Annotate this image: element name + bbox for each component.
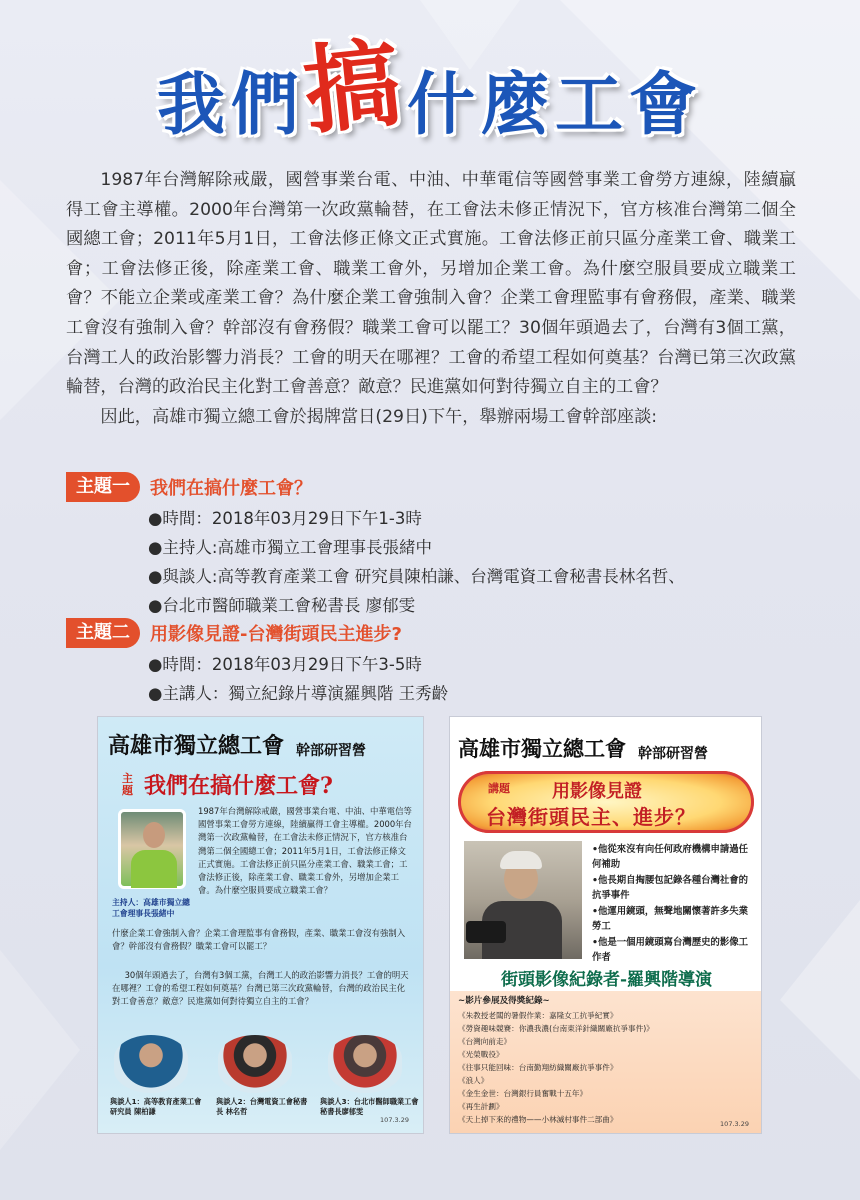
poster1-body-1: 1987年台灣解除戒嚴，國營事業台電、中油、中華電信等國營事業工會勞方連線，陸續贏得工會主導權。2000年台灣第一次政黨輪替，在工會法未修正情況下，官方核准台灣第二個全國總工會；2011年5月1日，工會法修正條文正式實施。工會法修正前只區分產業工會、職業工會；工會法修正後，除產業工會、職業工會外，另增加企業工會。為什麼空服員要成立職業工會？: [198, 806, 412, 896]
poster1-body-1b: 什麼企業工會強制入會？企業工會理監事有會務假，產業、職業工會沒有強制入會？幹部沒有會務假？職業工會可以罷工？: [112, 928, 406, 952]
poster1-camp: 幹部研習營: [296, 743, 367, 759]
poster2-work-1: 《朱教授老闆的暑假作業：嘉隆女工抗爭紀實》: [458, 1011, 618, 1020]
poster1-caption-2: 與談人2：台灣電資工會秘書長 林名哲: [216, 1097, 308, 1116]
topic1-details: [148, 504, 685, 620]
poster2-works-list: [458, 1009, 758, 1126]
poster2-works-title: ~影片參展及得獎紀錄~: [458, 996, 550, 1006]
poster2-banner: 街頭影像紀錄者-羅興階導演: [500, 970, 713, 990]
topic1-badge: 主題一: [66, 472, 140, 502]
poster1-caption-3: 與談人3：台北市醫師職業工會秘書長廖郁雯: [320, 1097, 419, 1116]
topic2-details: [148, 650, 448, 708]
poster2-work-4: 《光榮戰役》: [458, 1050, 504, 1059]
poster2-topic-tag: 講題: [488, 782, 510, 795]
poster2-point-2: •他長期自掏腰包記錄各種台灣社會的抗爭事件: [592, 875, 748, 901]
poster1-headline: 我們在搞什麼工會?: [144, 773, 333, 799]
intro-paragraph-2: 因此，高雄市獨立總工會於揭牌當日(29日)下午，舉辦兩場工會幹部座談:: [100, 406, 658, 427]
topic1-time: ●時間：2018年03月29日下午1-3時: [148, 509, 422, 528]
poster1-date: 107.3.29: [380, 1115, 409, 1124]
poster2-work-6: 《浪人》: [458, 1076, 489, 1085]
poster2-headline-1: 用影像見證: [552, 781, 642, 802]
poster2-headline-2: 台灣街頭民主、進步？: [486, 805, 696, 829]
poster1-body-2: 30個年頭過去了，台灣有3個工黨，台灣工人的政治影響力消長？工會的明天在哪裡？工會的希望工程如何奠基？台灣已第三次政黨輪替，台灣的政治民主化對工會善意？敵意？民進黨如何對待獨立自主的工會？: [112, 970, 409, 1007]
poster2-work-3: 《台灣向前走》: [458, 1037, 512, 1046]
poster1-speaker3-photo: [328, 1035, 402, 1093]
poster1-caption-1: 與談人1：高等教育產業工會研究員 陳柏謙: [110, 1097, 202, 1116]
poster1-speaker1-photo: [114, 1035, 188, 1093]
poster2-headline-box: [458, 771, 754, 833]
poster-1: [97, 716, 424, 1134]
poster2-work-8: 《再生計劃》: [458, 1102, 504, 1111]
poster1-host-caption: 主持人：高雄市獨立總工會理事長張緒中: [112, 898, 190, 918]
topic1-host: ●主持人:高雄市獨立工會理事長張緒中: [148, 538, 432, 557]
topic2-speaker: ●主講人：獨立紀錄片導演羅興階 王秀齡: [148, 684, 449, 703]
title-highlight: 搞: [298, 26, 412, 149]
poster2-works-box: [450, 991, 762, 1134]
topic2-badge: 主題二: [66, 618, 140, 648]
poster2-camp: 幹部研習營: [638, 746, 708, 762]
poster2-work-9: 《天上掉下來的禮物——小林滅村事件二部曲》: [458, 1115, 618, 1124]
poster1-host-photo: [118, 809, 186, 889]
poster1-org: 高雄市獨立總工會: [108, 733, 285, 759]
topic1-title: 我們在搞什麼工會？: [150, 478, 312, 499]
poster1-speaker2-photo: [218, 1035, 292, 1093]
poster2-work-5: 《往事只能回味：台南勤翔紡織關廠抗爭事件》: [458, 1063, 618, 1072]
poster2-org: 高雄市獨立總工會: [458, 736, 626, 761]
intro-paragraph-1: 1987年台灣解除戒嚴，國營事業台電、中油、中華電信等國營事業工會勞方連線，陸續贏得工會主導權。2000年台灣第一次政黨輪替，在工會法未修正情況下，官方核准台灣第二個全國總工會；2011年5月1日，工會法修正條文正式實施。工會法修正前只區分產業工會、職業工會；工會法修正後，除產業工會、職業工會外，另增加企業工會。為什麼空服員要成立職業工會？不能立企業或產業工會？為什麼企業工會強制入會？企業工會理監事有會務假，產業、職業工會沒有強制入會？幹部沒有會務假？職業工會可以罷工？30個年頭過去了，台灣有3個工黨，台灣工人的政治影響力消長？工會的明天在哪裡？工會的希望工程如何奠基？台灣已第三次政黨輪替，台灣的政治民主化對工會善意？敵意？民進黨如何對待獨立自主的工會？: [66, 170, 796, 398]
poster2-point-4: •他是一個用鏡頭寫台灣歷史的影像工作者: [592, 937, 748, 963]
poster2-work-7: 《金生金世：台灣銀行員奮戰十五年》: [458, 1089, 588, 1098]
topic1-speakers-2: ●台北市醫師職業工會秘書長 廖郁雯: [148, 596, 416, 615]
topic1-speakers: ●與談人:高等教育產業工會 研究員陳柏謙、台灣電資工會秘書長林名哲、: [148, 567, 685, 586]
title-post: 什麼工會: [407, 66, 704, 145]
intro-text: [66, 166, 796, 432]
poster2-work-2: 《勞資趣味競賽：你濃我濃(台南東洋針織關廠抗爭事件)》: [458, 1024, 654, 1033]
topic2-time: ●時間：2018年03月29日下午3-5時: [148, 655, 422, 674]
poster1-topic-tag: 主題: [122, 771, 133, 797]
poster2-points: [592, 843, 752, 965]
poster2-point-3: •他運用鏡頭，無聲地關懷著許多失業勞工: [592, 906, 748, 932]
topic2-header: [66, 618, 402, 648]
topic2-title: 用影像見證-台灣街頭民主進步?: [150, 624, 402, 645]
poster2-point-1: •他從來沒有向任何政府機構申請過任何補助: [592, 844, 748, 870]
poster2-date: 107.3.29: [720, 1119, 749, 1128]
topic1-header: [66, 472, 312, 502]
title-pre: 我們: [156, 66, 305, 145]
page-title: [0, 26, 860, 151]
poster2-director-photo: [464, 841, 582, 959]
poster-2: [449, 716, 762, 1134]
